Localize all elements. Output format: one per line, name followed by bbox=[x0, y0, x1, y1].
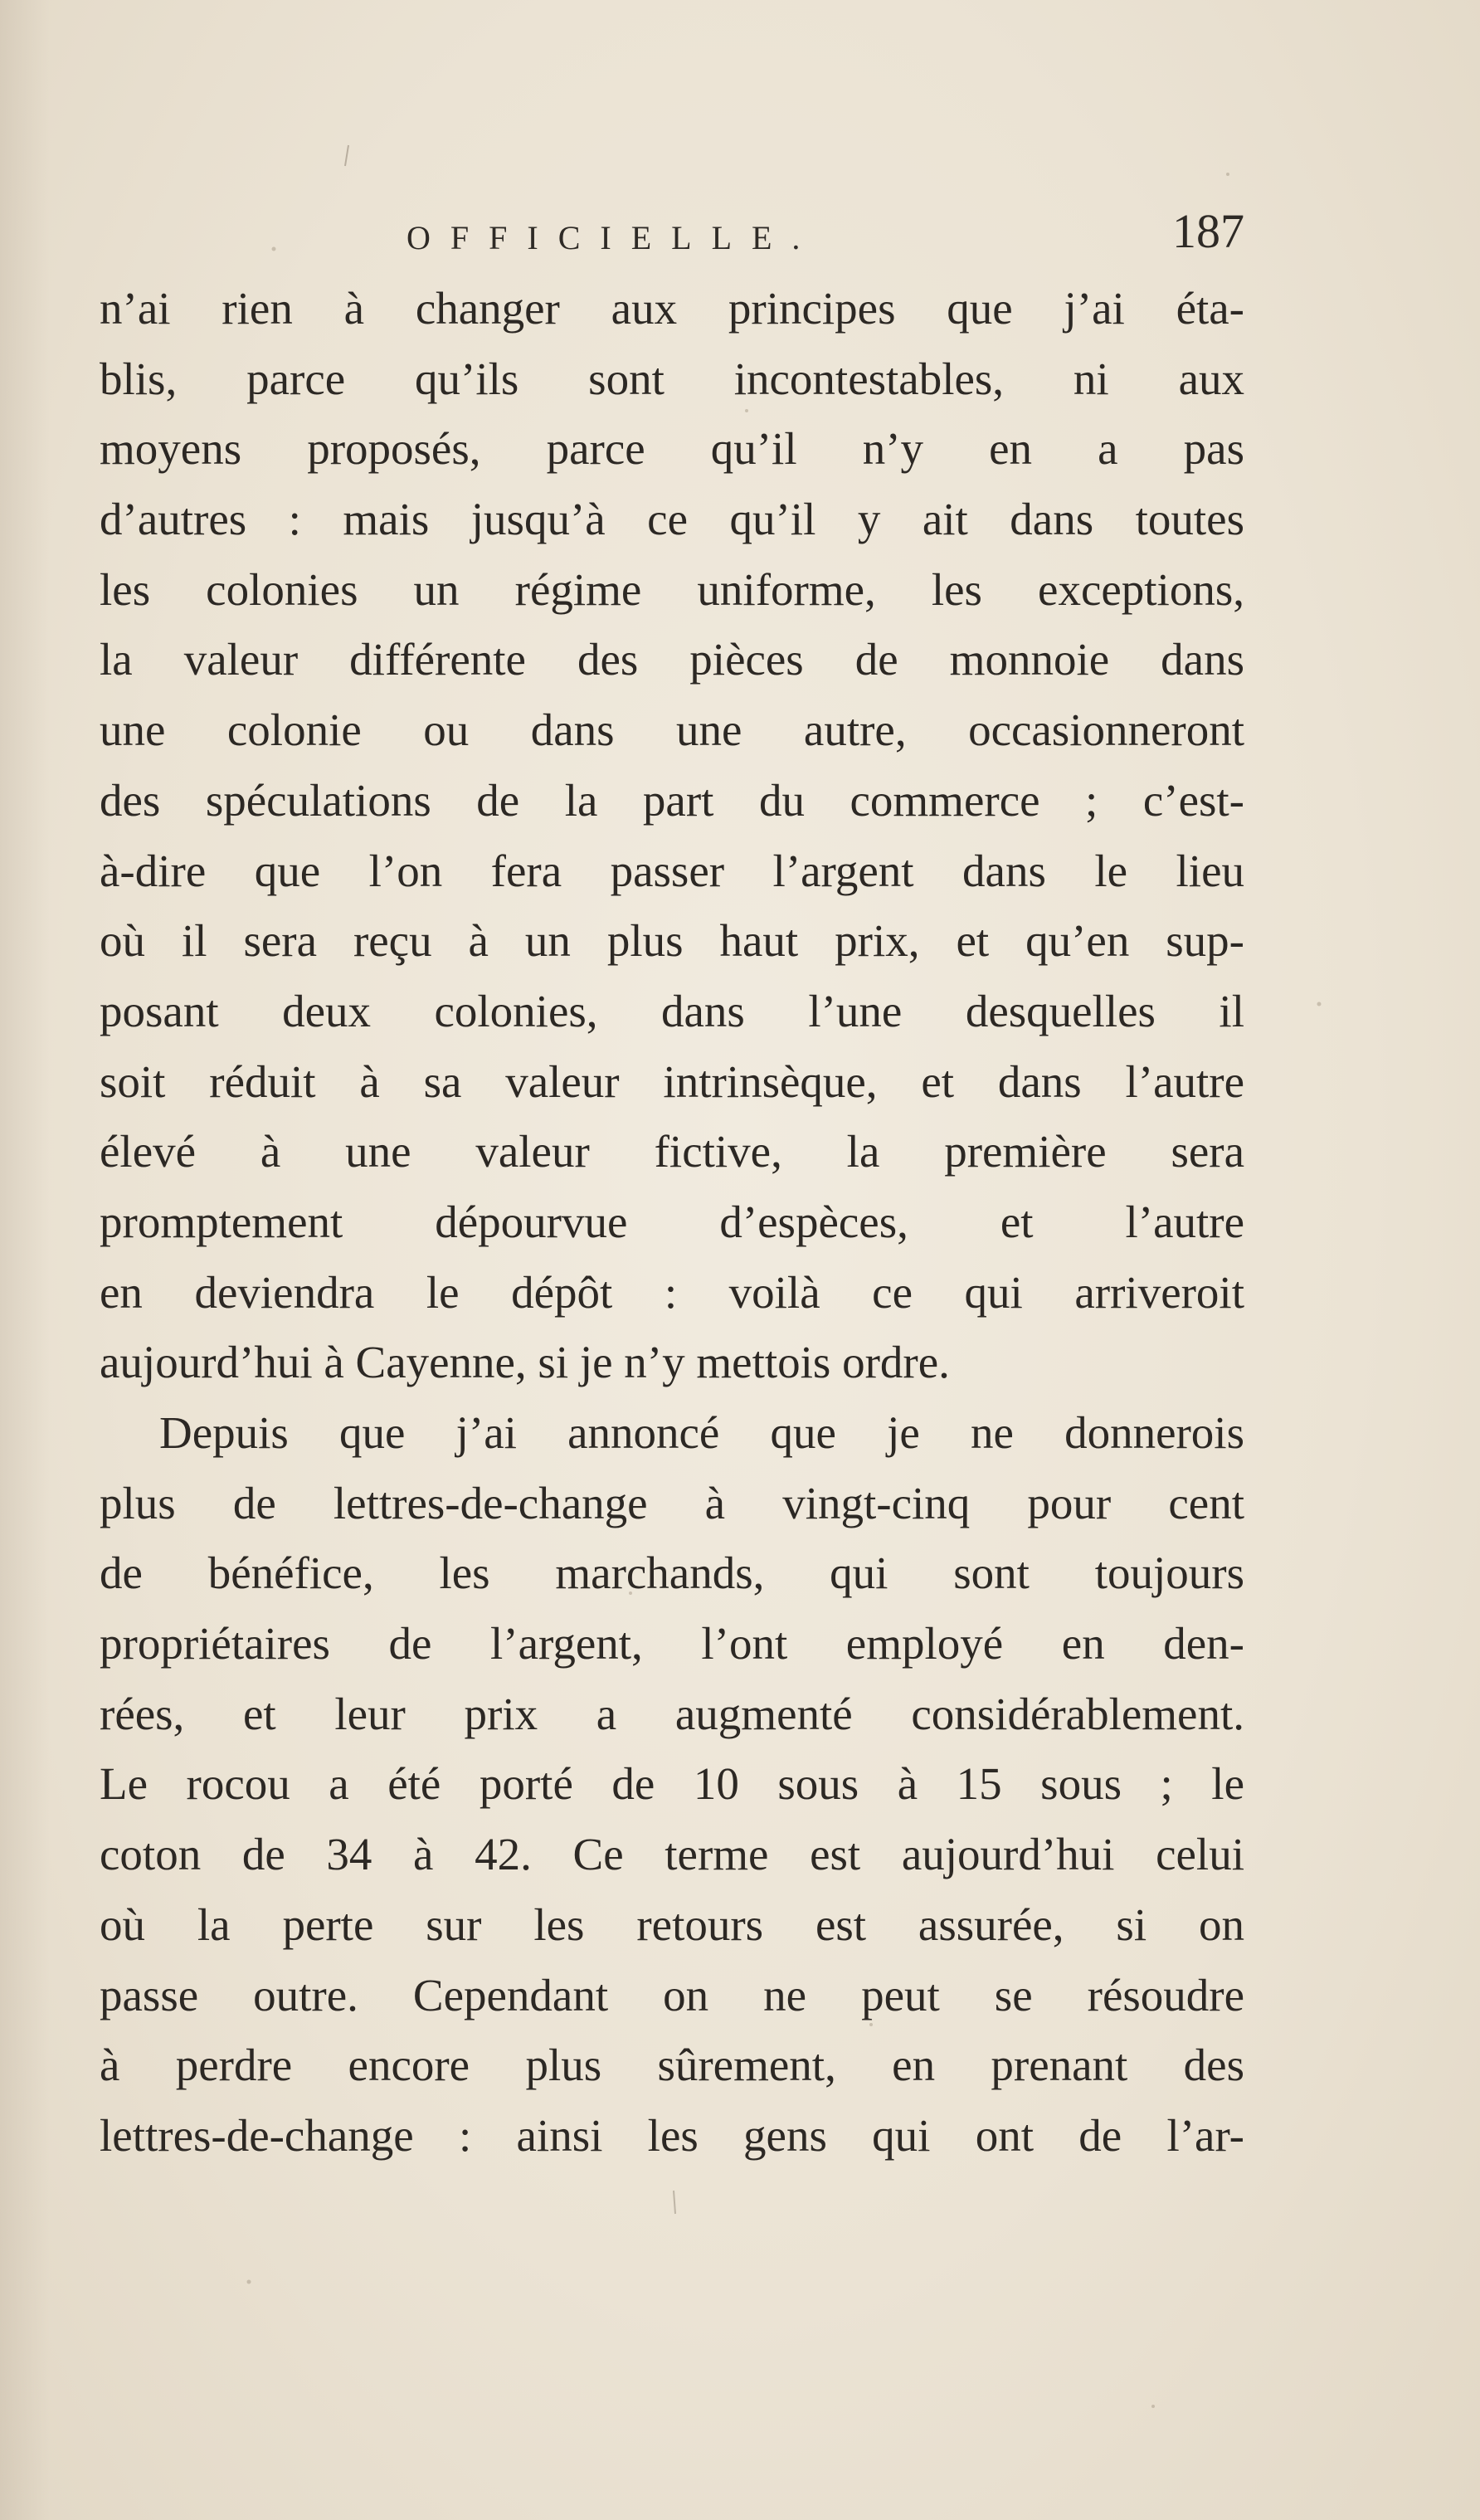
text-line: n’ai rien à changer aux principes que j’ai éta- bbox=[100, 283, 1244, 334]
text-line: rées, et leur prix a augmenté considérablement. bbox=[100, 1688, 1244, 1739]
text-line: Le rocou a été porté de 10 sous à 15 sous ; le bbox=[100, 1758, 1244, 1810]
page-edge-shadow bbox=[0, 0, 50, 2520]
text-line: à-dire que l’on fera passer l’argent dans le lieu bbox=[100, 845, 1244, 896]
text-line: coton de 34 à 42. Ce terme est aujourd’hui celui bbox=[100, 1829, 1244, 1880]
text-line: blis, parce qu’ils sont incontestables, ni aux bbox=[100, 353, 1244, 404]
text-line: où il sera reçu à un plus haut prix, et qu’en sup- bbox=[100, 915, 1244, 967]
running-head-title: OFFICIELLE. bbox=[407, 219, 820, 256]
text-line: où la perte sur les retours est assurée, si on bbox=[100, 1899, 1244, 1950]
paragraph-start-line: Depuis que j’ai annoncé que je ne donnerois bbox=[159, 1407, 1244, 1458]
text-line: élevé à une valeur fictive, la première sera bbox=[100, 1126, 1244, 1177]
paragraph-end-line: aujourd’hui à Cayenne, si je n’y mettois ordre. bbox=[100, 1337, 950, 1388]
text-line: promptement dépourvue d’espèces, et l’autre bbox=[100, 1196, 1244, 1247]
text-line: soit réduit à sa valeur intrinsèque, et dans l’autre bbox=[100, 1055, 1244, 1107]
text-line: en deviendra le dépôt : voilà ce qui arriveroit bbox=[100, 1266, 1244, 1318]
text-line: propriétaires de l’argent, l’ont employé en den- bbox=[100, 1618, 1244, 1669]
text-line: d’autres : mais jusqu’à ce qu’il y ait dans toutes bbox=[100, 494, 1244, 545]
text-line: posant deux colonies, dans l’une desquelles il bbox=[100, 985, 1244, 1036]
text-line: des spéculations de la part du commerce ; c’est- bbox=[100, 774, 1244, 826]
text-line: passe outre. Cependant on ne peut se résoudre bbox=[100, 1969, 1244, 2020]
running-head bbox=[100, 203, 1244, 270]
page-number: 187 bbox=[1172, 204, 1244, 258]
text-line: lettres-de-change : ainsi les gens qui ont de l’ar- bbox=[100, 2109, 1244, 2161]
text-line: de bénéfice, les marchands, qui sont toujours bbox=[100, 1548, 1244, 1599]
text-line: la valeur différente des pièces de monnoie dans bbox=[100, 634, 1244, 685]
text-line: les colonies un régime uniforme, les exceptions, bbox=[100, 563, 1244, 615]
text-line: à perdre encore plus sûrement, en prenant des bbox=[100, 2040, 1244, 2091]
text-line: moyens proposés, parce qu’il n’y en a pas bbox=[100, 423, 1244, 475]
text-line: une colonie ou dans une autre, occasionneront bbox=[100, 704, 1244, 756]
text-line: plus de lettres-de-change à vingt-cinq pour cent bbox=[100, 1477, 1244, 1528]
body-text bbox=[100, 274, 1244, 2171]
